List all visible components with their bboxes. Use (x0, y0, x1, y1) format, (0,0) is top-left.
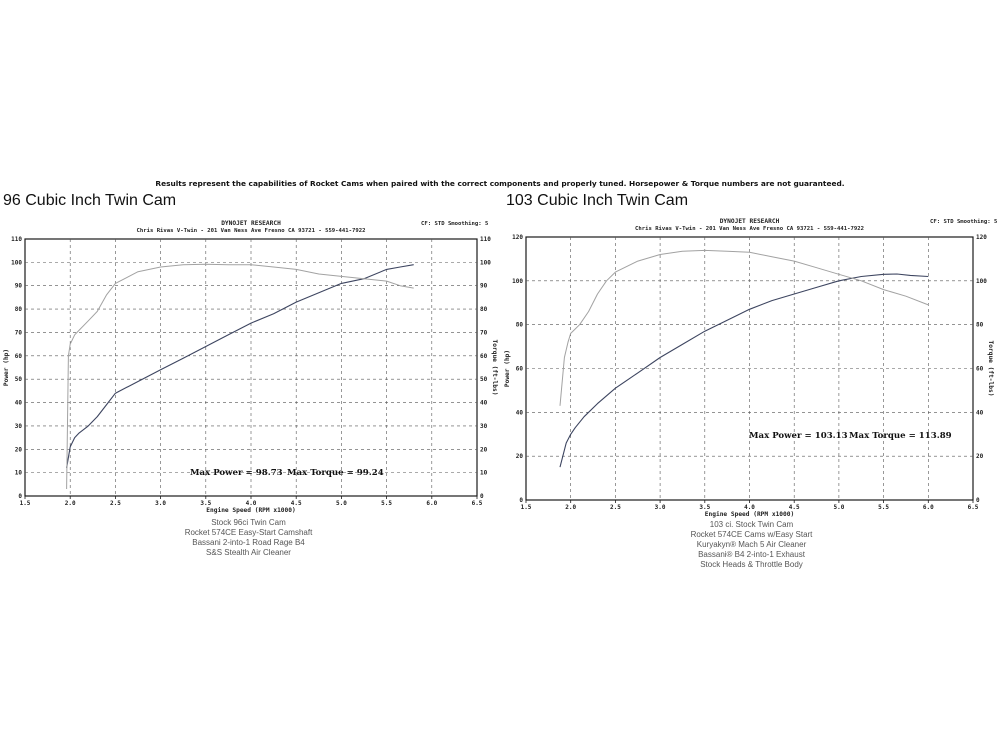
dyno-chart-96ci (0, 205, 497, 525)
x-tick-label: 5.0 (335, 500, 347, 507)
y-tick-label-left: 80 (14, 306, 22, 314)
y-tick-label-left: 90 (14, 282, 22, 290)
x-tick-label: 4.5 (788, 504, 800, 511)
y-tick-label-right: 0 (976, 497, 980, 504)
dyno-panel-96ci (0, 205, 497, 580)
x-tick-label: 4.0 (245, 500, 257, 507)
y-tick-label-left: 100 (512, 277, 523, 285)
dyno-header-title: DYNOJET RESEARCH (221, 220, 281, 227)
dyno-header-subtitle: Chris Rivas V-Twin - 201 Van Ness Ave Fresno CA 93721 - 559-441-7922 (136, 228, 366, 234)
y-tick-label-left: 110 (11, 236, 22, 243)
y-tick-label-right: 70 (480, 329, 488, 337)
x-tick-label: 6.5 (967, 504, 979, 511)
y-tick-label-right: 10 (480, 469, 488, 477)
y-axis-label-right: Torque (ft-lbs) (987, 340, 994, 397)
y-tick-label-left: 0 (519, 497, 523, 504)
x-tick-label: 1.5 (19, 500, 31, 507)
x-tick-label: 4.5 (290, 500, 302, 507)
max-power-label: Max Power = 98.73 (190, 468, 283, 478)
y-tick-label-left: 20 (14, 446, 22, 454)
x-tick-label: 5.0 (833, 504, 845, 511)
y-tick-label-left: 40 (14, 399, 22, 407)
y-tick-label-right: 100 (480, 259, 491, 267)
build-notes-103ci (503, 520, 1000, 570)
disclaimer-text: Results represent the capabilities of Rocket Cams when paired with the correct components and properly tuned. Horsepower & Torque numbers are not guaranteed. (155, 179, 845, 188)
y-tick-label-right: 120 (976, 234, 987, 241)
y-tick-label-right: 100 (976, 277, 987, 285)
build-note: Rocket 574CE Cams w/Easy Start (690, 530, 813, 540)
y-tick-label-right: 20 (976, 453, 984, 461)
y-tick-label-right: 80 (480, 306, 488, 314)
y-tick-label-left: 0 (18, 493, 22, 500)
y-tick-label-right: 40 (976, 409, 984, 417)
build-note: Kuryakyn® Mach 5 Air Cleaner (696, 540, 807, 550)
build-note: Stock 96ci Twin Cam (211, 518, 286, 527)
build-note: Stock Heads & Throttle Body (700, 560, 803, 570)
y-tick-label-left: 10 (14, 469, 22, 477)
y-axis-label-left: Power (hp) (3, 348, 10, 387)
x-tick-label: 5.5 (878, 504, 890, 511)
x-tick-label: 6.0 (922, 504, 934, 511)
build-note: S&S Stealth Air Cleaner (206, 548, 291, 558)
y-tick-label-right: 30 (480, 422, 488, 430)
max-torque-label: Max Torque = 99.24 (287, 468, 384, 478)
max-torque-label: Max Torque = 113.89 (849, 431, 952, 441)
build-note: 103 ci. Stock Twin Cam (709, 520, 794, 529)
x-tick-label: 6.5 (471, 500, 483, 507)
x-tick-label: 3.0 (654, 504, 666, 511)
y-axis-label-right: Torque (ft-lbs) (491, 339, 498, 396)
dyno-chart-103ci (503, 205, 1000, 525)
build-note: Bassani® B4 2-into-1 Exhaust (698, 550, 805, 560)
y-tick-label-right: 110 (480, 236, 491, 243)
y-tick-label-right: 50 (480, 376, 488, 384)
y-axis-label-left: Power (hp) (504, 349, 511, 388)
dyno-header-title: DYNOJET RESEARCH (719, 218, 780, 225)
x-tick-label: 5.5 (381, 500, 393, 507)
y-tick-label-left: 30 (14, 422, 22, 430)
x-tick-label: 1.5 (520, 504, 532, 511)
y-tick-label-left: 100 (11, 259, 22, 267)
panel-title-103ci: 103 Cubic Inch Twin Cam (506, 192, 689, 209)
y-tick-label-left: 50 (14, 376, 22, 384)
dyno-cf-smoothing: CF: STD Smoothing: 5 (930, 219, 998, 225)
y-tick-label-right: 40 (480, 399, 488, 407)
dyno-header-subtitle: Chris Rivas V-Twin - 201 Van Ness Ave Fresno CA 93721 - 559-441-7922 (634, 226, 865, 232)
y-tick-label-left: 80 (515, 321, 523, 329)
y-tick-label-right: 60 (480, 352, 488, 360)
y-tick-label-left: 120 (512, 234, 523, 241)
x-tick-label: 2.0 (64, 500, 76, 507)
dyno-cf-smoothing: CF: STD Smoothing: 5 (421, 221, 489, 227)
build-notes-96ci (0, 518, 497, 558)
y-tick-label-left: 70 (14, 329, 22, 337)
x-tick-label: 2.0 (565, 504, 577, 511)
y-tick-label-left: 20 (515, 453, 523, 461)
x-axis-label: Engine Speed (RPM x1000) (206, 507, 296, 514)
y-tick-label-left: 40 (515, 409, 523, 417)
x-tick-label: 3.5 (699, 504, 711, 511)
y-tick-label-right: 80 (976, 321, 984, 329)
y-tick-label-right: 0 (480, 493, 484, 500)
build-note: Bassani 2-into-1 Road Rage B4 (192, 538, 305, 548)
y-tick-label-left: 60 (515, 365, 523, 373)
x-tick-label: 2.5 (109, 500, 121, 507)
y-tick-label-left: 60 (14, 352, 22, 360)
x-tick-label: 3.0 (155, 500, 167, 507)
x-tick-label: 2.5 (609, 504, 621, 511)
power-curve (67, 265, 414, 468)
y-tick-label-right: 60 (976, 365, 984, 373)
y-tick-label-right: 20 (480, 446, 488, 454)
build-note: Rocket 574CE Easy-Start Camshaft (184, 528, 313, 538)
panel-title-96ci: 96 Cubic Inch Twin Cam (3, 192, 177, 209)
x-axis-label: Engine Speed (RPM x1000) (704, 511, 795, 518)
y-tick-label-right: 90 (480, 282, 488, 290)
dyno-panel-103ci (503, 205, 1000, 580)
x-tick-label: 4.0 (744, 504, 755, 511)
x-tick-label: 3.5 (200, 500, 212, 507)
max-power-label: Max Power = 103.13 (749, 431, 848, 441)
torque-curve (67, 264, 414, 489)
x-tick-label: 6.0 (426, 500, 438, 507)
